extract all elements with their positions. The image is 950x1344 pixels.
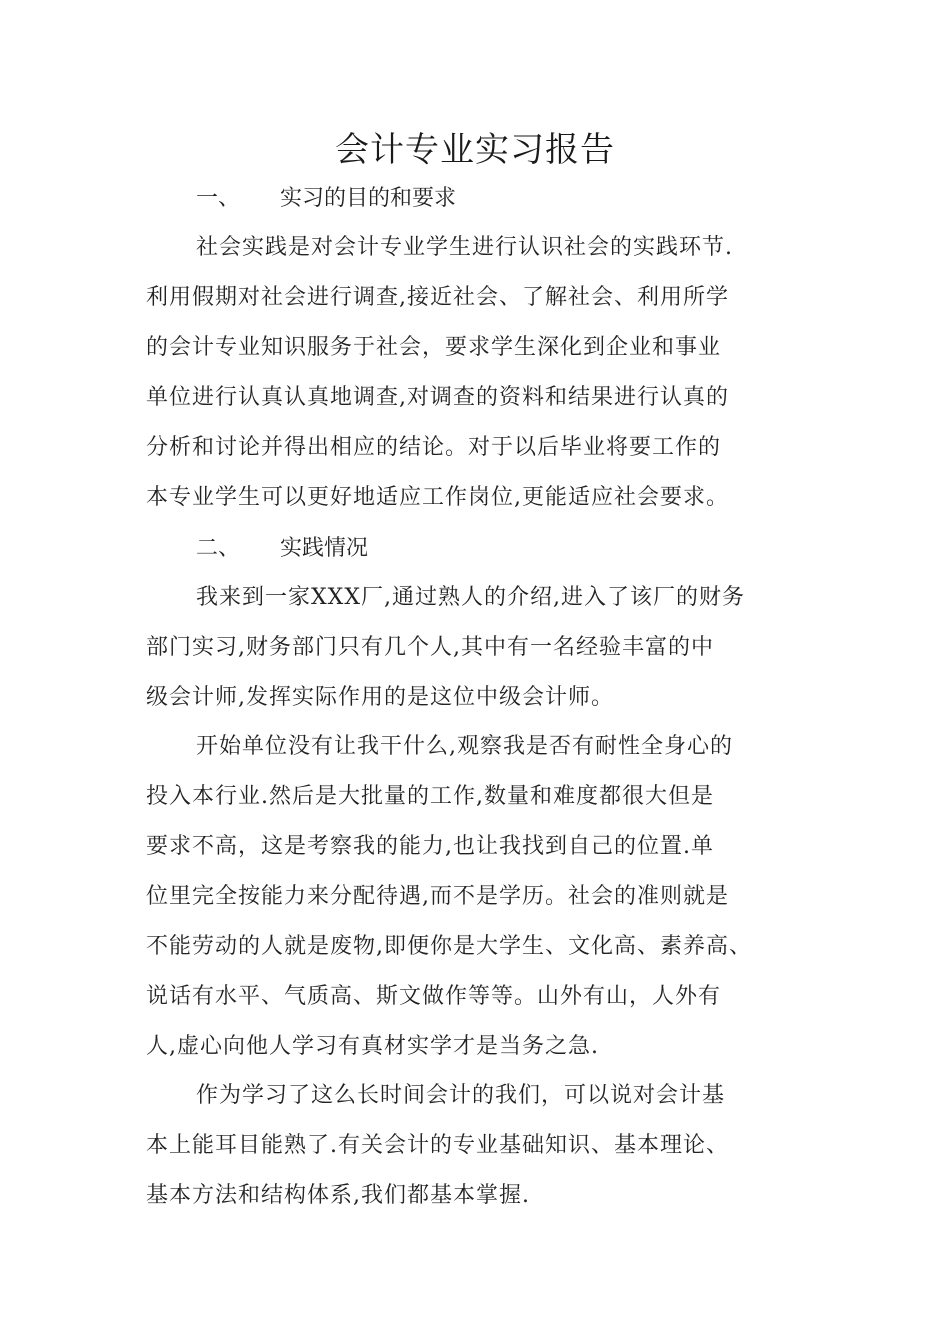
paragraph-line: 级会计师,发挥实际作用的是这位中级会计师。 [146,685,614,710]
section-heading-1 [196,184,456,214]
paragraph-line: 位里完全按能力来分配待遇,而不是学历。社会的准则就是 [146,884,729,909]
section-number-1: 一、 [196,186,241,211]
paragraph-line: 本上能耳目能熟了.有关会计的专业基础知识、基本理论、 [146,1133,729,1158]
section-number-2: 二、 [196,536,241,561]
paragraph-1 [146,223,806,523]
paragraph-line: 不能劳动的人就是废物,即便你是大学生、文化高、素养高、 [146,934,752,959]
paragraph-line: 分析和讨论并得出相应的结论。对于以后毕业将要工作的 [146,435,722,460]
paragraph-line: 部门实习,财务部门只有几个人,其中有一名经验丰富的中 [146,635,714,660]
paragraph-2 [146,573,806,723]
paragraph-line: 说话有水平、气质高、斯文做作等等。山外有山，人外有 [146,984,722,1009]
paragraph-3 [146,722,806,1072]
paragraph-line: 利用假期对社会进行调查,接近社会、了解社会、利用所学 [146,285,729,310]
paragraph-line: 投入本行业.然后是大批量的工作,数量和难度都很大但是 [146,784,714,809]
paragraph-line: 的会计专业知识服务于社会，要求学生深化到企业和事业 [146,335,722,360]
paragraph-line: 单位进行认真认真地调查,对调查的资料和结果进行认真的 [146,385,729,410]
paragraph-line: 我来到一家XXX厂,通过熟人的介绍,进入了该厂的财务 [196,585,745,610]
paragraph-line: 开始单位没有让我干什么,观察我是否有耐性全身心的 [196,734,733,759]
section-heading-2 [196,534,368,564]
section-title-1: 实习的目的和要求 [280,186,457,211]
paragraph-4 [146,1071,806,1221]
paragraph-line: 要求不高，这是考察我的能力,也让我找到自己的位置.单 [146,834,714,859]
document-title: 会计专业实习报告 [335,130,615,170]
paragraph-line: 作为学习了这么长时间会计的我们，可以说对会计基 [196,1083,726,1108]
paragraph-line: 人,虚心向他人学习有真材实学才是当务之急. [146,1034,599,1059]
paragraph-line: 社会实践是对会计专业学生进行认识社会的实践环节. [196,235,733,260]
paragraph-line: 基本方法和结构体系,我们都基本掌握. [146,1183,530,1208]
section-title-2: 实践情况 [280,536,369,561]
paragraph-line: 本专业学生可以更好地适应工作岗位,更能适应社会要求。 [146,485,729,510]
